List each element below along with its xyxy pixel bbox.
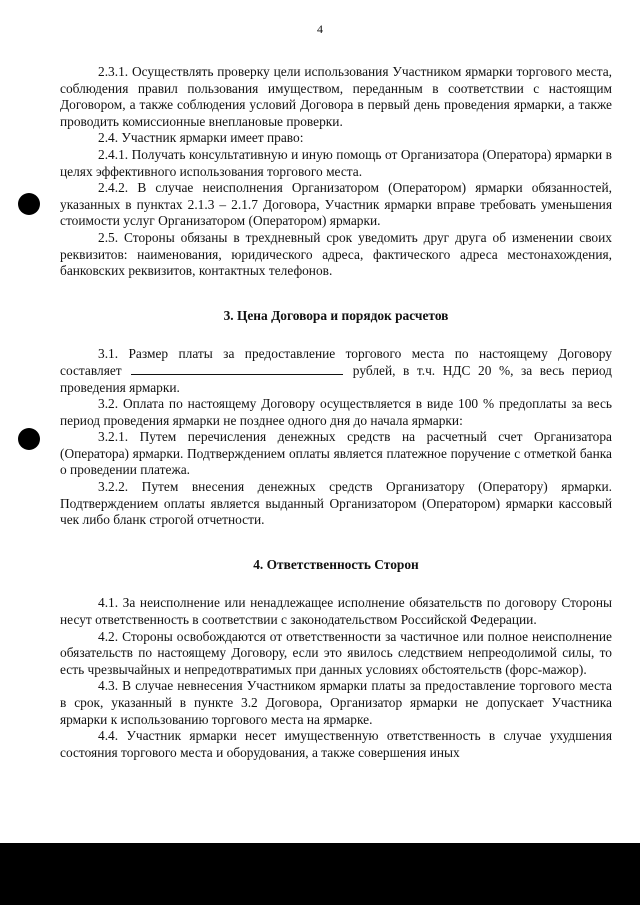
clause-3-1-text-b: рублей, в т.ч. НДС 20 %, за весь период проведения ярмарки.: [60, 362, 612, 395]
clause-3-2-2: 3.2.2. Путем внесения денежных средств Организатору (Оператору) ярмарки. Подтверждением оплаты является выданный Организатором (Оператором) ярмарки кассовый чек либо бланк строгой отчетности.: [60, 479, 612, 528]
clause-2-4-1: 2.4.1. Получать консультативную и иную помощь от Организатора (Оператора) ярмарки в целях эффективного использования торгового места.: [60, 146, 612, 179]
clause-4-2: 4.2. Стороны освобождаются от ответственности за частичное или полное неисполнение обязательств по настоящему Договору, если это явилось следствием непреодолимой силы, то есть чрезвычайных и непредотвратимых при данных условиях обстоятельств (форс-мажор).: [60, 628, 612, 677]
clause-3-1: [60, 346, 612, 396]
clause-3-2-1: 3.2.1. Путем перечисления денежных средств на расчетный счет Организатора (Оператора) ярмарки. Подтверждением оплаты является платежное поручение с отметкой банка о проведении платежа.: [60, 429, 612, 478]
punch-hole-top: [18, 193, 40, 215]
clause-4-4: 4.4. Участник ярмарки несет имущественную ответственность в случае ухудшения состояния торгового места и оборудования, а также совершения иных: [60, 728, 612, 760]
clause-2-5: 2.5. Стороны обязаны в трехдневный срок уведомить друг друга об изменении своих реквизитов: наименования, юридического адреса, фактического адреса местонахождения, банковских реквизитов, контактных телефонов.: [60, 229, 612, 279]
punch-hole-bottom: [18, 428, 40, 450]
clause-3-1-text-a: 3.1. Размер платы за предоставление торгового места по настоящему Договору составляет: [60, 346, 612, 378]
section-4-heading: 4. Ответственность Сторон: [253, 556, 419, 572]
clause-2-4: 2.4. Участник ярмарки имеет право:: [98, 130, 304, 146]
clause-2-3-1: 2.3.1. Осуществлять проверку цели использования Участником ярмарки торгового места, соблюдения правил пользования имуществом, переданным в соответствии с настоящим Договором, а также соблюдения условий Договора в первый день проведения ярмарки, а также проводить комиссионные внеплановые проверки.: [60, 64, 612, 129]
scan-bottom-border: [0, 843, 640, 905]
clause-4-1: 4.1. За неисполнение или ненадлежащее исполнение обязательств по договору Стороны несут ответственность в соответствии с законодательством Российской Федерации.: [60, 595, 612, 628]
amount-blank-line: [131, 364, 343, 375]
clause-4-3: 4.3. В случае невнесения Участником ярмарки платы за предоставление торгового места в срок, указанный в пункте 3.2 Договора, Организатор ярмарки не допускает Участника ярмарки к использованию торгового места на ярмарке.: [60, 678, 612, 727]
section-3-heading: 3. Цена Договора и порядок расчетов: [223, 307, 449, 323]
clause-2-4-2: 2.4.2. В случае неисполнения Организатором (Оператором) ярмарки обязанностей, указанных в пунктах 2.1.3 – 2.1.7 Договора, Участник ярмарки вправе требовать уменьшения стоимости услуг Организатором (Оператором) ярмарки.: [60, 180, 612, 229]
clause-3-2: 3.2. Оплата по настоящему Договору осуществляется в виде 100 % предоплаты за весь период проведения ярмарки не позднее одного дня до начала ярмарки:: [60, 396, 612, 428]
page-number: 4: [317, 22, 323, 36]
document-body: [60, 64, 612, 761]
